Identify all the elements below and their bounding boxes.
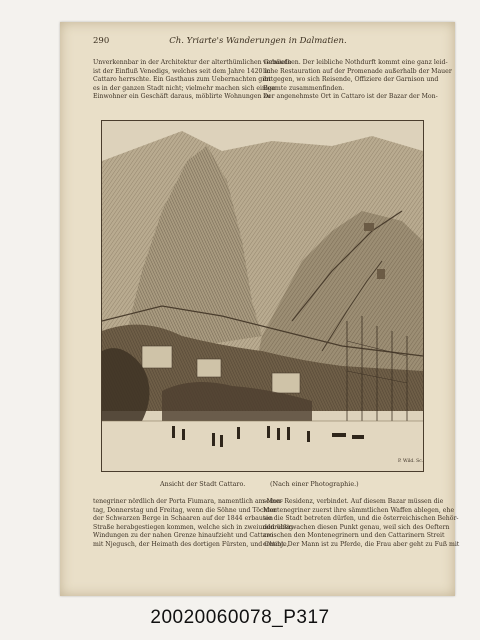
text-line: tenegriner nördlich der Porta Fiumara, namentlich am Mon- bbox=[93, 498, 283, 505]
text-line: den überwachen diesen Punkt genau, weil sich des Oeftern bbox=[263, 523, 450, 531]
inventory-number: 20020060078_P317 bbox=[150, 607, 330, 628]
text-line: Straße herabgestiegen kommen, welche sich in zweiunddreißig bbox=[93, 523, 293, 531]
figure-source-note: (Nach einer Photographie.) bbox=[270, 480, 359, 488]
artist-signature: P. Wild. Sc. bbox=[398, 459, 424, 464]
text-line: mit Njegusch, der Heimath des dortigen Fürsten, und Cetinje, bbox=[93, 540, 289, 548]
text-line: Montenegriner zuerst ihre sämmtlichen Waffen ablegen, ehe bbox=[263, 506, 455, 514]
text-line: Beamte zusammenfinden. bbox=[263, 84, 345, 92]
top-text-right-column bbox=[263, 59, 452, 102]
text-line: liche Restauration auf der Promenade außerhalb der Mauer bbox=[263, 67, 452, 75]
text-line: Der angenehmste Ort in Cattaro ist der Bazar der Mon- bbox=[263, 93, 438, 101]
text-line: der Schwarzen Berge in Schaaren auf der 1844 erbauten bbox=[93, 515, 273, 523]
text-line: seiner Residenz, verbindet. Auf diesem Bazar müssen die bbox=[263, 498, 444, 505]
bottom-text-right-column bbox=[263, 498, 460, 550]
top-text-left-column bbox=[93, 59, 292, 102]
text-line: sie die Stadt betreten dürfen, und die österreichischen Behör- bbox=[263, 515, 459, 523]
text-line: Unverkennbar in der Architektur der alterthümlichen Gebäude bbox=[93, 59, 292, 66]
text-line: Windungen zu der nahen Grenze hinaufzieht und Cattaro bbox=[93, 532, 274, 540]
page-number: 290 bbox=[93, 36, 110, 46]
text-line: Cattaro herrschte. Ein Gasthaus zum Uebernachten gibt bbox=[93, 76, 271, 84]
text-line: ist der Einfluß Venedigs, welches seit dem Jahre 1420 in bbox=[93, 67, 271, 75]
text-line: vermiethen. Der leibliche Nothdurft kommt eine ganz leid- bbox=[263, 59, 448, 66]
running-title: Ch. Yriarte's Wanderungen in Dalmatien. bbox=[169, 36, 347, 46]
text-line: entgegen, wo sich Reisende, Offiziere der Garnison und bbox=[263, 76, 439, 84]
text-line: tag, Donnerstag und Freitag, wenn die Söhne und Töchter bbox=[93, 506, 277, 514]
text-line: erhebt. Der Mann ist zu Pferde, die Frau aber geht zu Fuß mit bbox=[263, 540, 460, 548]
figure-caption: Ansicht der Stadt Cattaro. bbox=[160, 480, 246, 488]
text-line: zwischen den Montenegrinern und den Cattarinern Streit bbox=[263, 532, 445, 540]
engraving-illustration bbox=[101, 120, 424, 472]
bottom-text-left-column bbox=[93, 498, 293, 550]
text-line: Einwohner ein Geschäft daraus, möblirte Wohnungen zu bbox=[93, 93, 271, 101]
text-line: es in der ganzen Stadt nicht; vielmehr machen sich einige bbox=[93, 84, 276, 92]
page-header bbox=[93, 36, 423, 50]
